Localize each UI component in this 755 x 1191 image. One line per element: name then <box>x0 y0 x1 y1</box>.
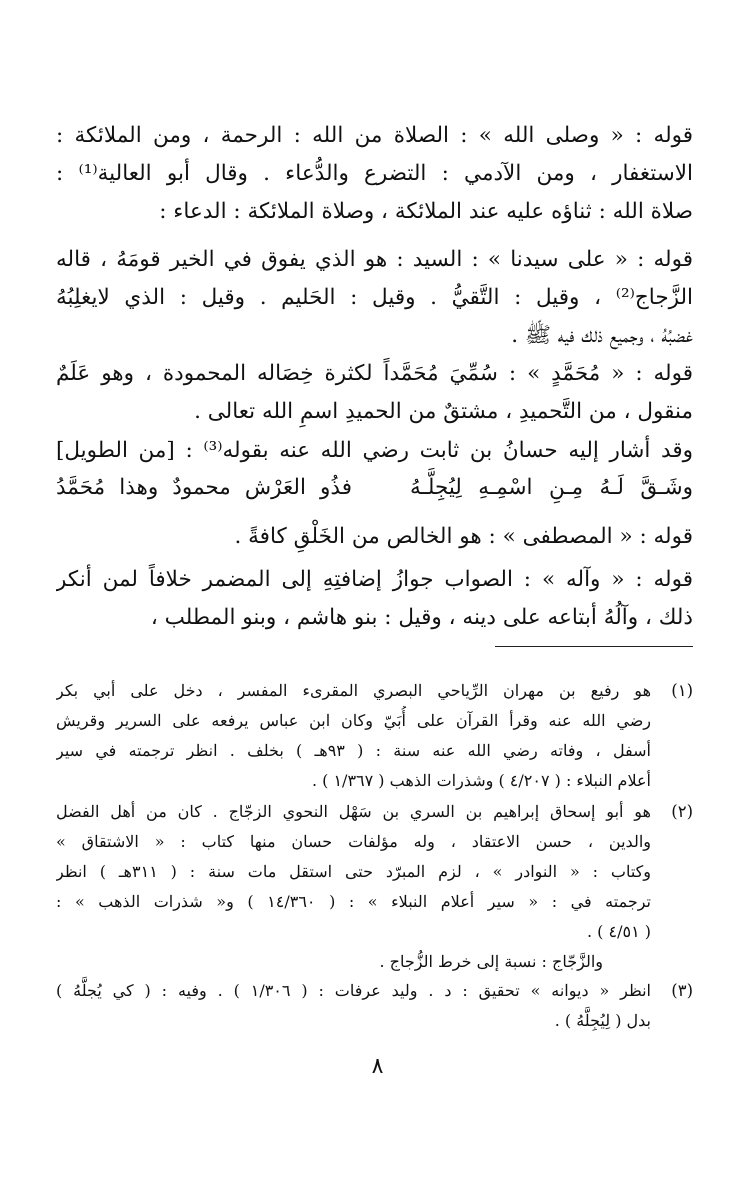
text-line: الاستغفار ، ومن الآدمي : التضرع والدُّعاء . وقال أبو العالية⁽¹⁾ : <box>56 161 693 186</box>
page-number: ٨ <box>371 1054 384 1079</box>
poetry-verse <box>56 468 693 508</box>
footnote-line: وكتاب : « النوادر » ، لزم المبرّد حتى استقل مات سنة : ( ٣١١هـ ) انظر <box>56 862 651 881</box>
footnote-line: انظر « ديوانه » تحقيق : د . وليد عرفات : ( ١/٣٠٦ ) . وفيه : ( كي يُجلَّهُ ) <box>56 981 651 1000</box>
paragraph-mustafa <box>56 518 693 556</box>
paragraph-salat <box>56 117 693 231</box>
footnote-line: هو أبو إسحاق إبراهيم بن السري بن سَهْل النحوي الزجّاج . كان من أهل الفضل <box>56 802 651 821</box>
text-line: قوله : « المصطفى » : هو الخالص من الخَلْقِ كافةً . <box>234 524 693 549</box>
text-line: ذلك ، وآلُهُ أبتاعه على دينه ، وقيل : بنو هاشم ، وبنو المطلب ، <box>150 605 693 630</box>
footnote-note: والزَّجّاج : نسبة إلى خرط الزُّجاج . <box>379 952 603 971</box>
footnote-separator <box>495 646 693 647</box>
text-line: قوله : « على سيدنا » : السيد : هو الذي يفوق في الخير قومَهُ ، قاله <box>56 247 693 272</box>
text-line: قوله : « مُحَمَّدٍ » : سُمِّيَ مُحَمَّداً لكثرة خِصَاله المحمودة ، وهو عَلَمٌ <box>56 361 693 386</box>
verse-second-hemistich: فذُو العَرْش محمودٌ وهذا مُحَمَّدُ <box>56 475 352 500</box>
footnote-number: (٢) <box>671 802 693 821</box>
paragraph-aal <box>56 561 693 637</box>
footnote-line: والدين ، حسن الاعتقاد ، وله مؤلفات حسان منها كتاب : « الاشتقاق » <box>56 832 651 851</box>
footnote-1 <box>56 676 693 796</box>
text-line: غضبُهُ ، وجميع ذلك فيه ﷺ . <box>511 323 693 348</box>
text-line: منقول ، من التَّحميدِ ، مشتقٌ من الحميدِ اسمِ الله تعالى . <box>194 399 693 424</box>
text-line: قوله : « وآله » : الصواب جوازُ إضافتِهِ إلى المضمر خلافاً لمن أنكر <box>56 567 693 592</box>
footnote-line: أعلام النبلاء : ( ٤/٢٠٧ ) وشذرات الذهب ( ١/٣٦٧ ) . <box>311 771 651 790</box>
footnote-line: ترجمته في : « سير أعلام النبلاء » : ( ١٤/٣٦٠ ) و« شذرات الذهب » : <box>56 892 651 911</box>
footnote-3 <box>56 976 693 1036</box>
footnote-line: بدل ( لِيُجِلَّهُ ) . <box>554 1011 651 1030</box>
footnote-line: رضي الله عنه وقرأ القرآن على أُبَيّ وكان ابن عباس يرفعه على السرير وقريش <box>56 711 651 730</box>
paragraph-sayyid <box>56 241 693 355</box>
footnote-number: (١) <box>671 681 693 700</box>
footnote-line: أسفل ، وفاته رضي الله عنه سنة : ( ٩٣هـ ) بخلف . انظر ترجمته في سير <box>56 741 651 760</box>
footnote-number: (٣) <box>671 981 693 1000</box>
paragraph-muhammad <box>56 355 693 431</box>
text-line: صلاة الله : ثناؤه عليه عند الملائكة ، وصلاة الملائكة : الدعاء : <box>159 199 693 224</box>
text-line: قوله : « وصلى الله » : الصلاة من الله : الرحمة ، ومن الملائكة : <box>56 123 693 148</box>
footnote-line: ( ٤/٥١ ) . <box>587 922 651 941</box>
verse-first-hemistich: وشَـقَّ لَـهُ مِـنِ اسْمِـهِ لِيُجِلَّـهُ <box>410 475 693 500</box>
paragraph-hassan <box>56 432 693 470</box>
footnote-line: هو رفيع بن مهران الرِّياحي البصري المقرىء المفسر ، دخل على أبي بكر <box>56 681 651 700</box>
text-line: وقد أشار إليه حسانُ بن ثابت رضي الله عنه بقوله⁽³⁾ : [من الطويل] <box>56 438 693 463</box>
text-line: الزَّجاج⁽²⁾ ، وقيل : التَّقيُّ . وقيل : الحَليم . وقيل : الذي لايغلِبُهُ <box>56 285 693 310</box>
footnote-2 <box>56 797 693 977</box>
